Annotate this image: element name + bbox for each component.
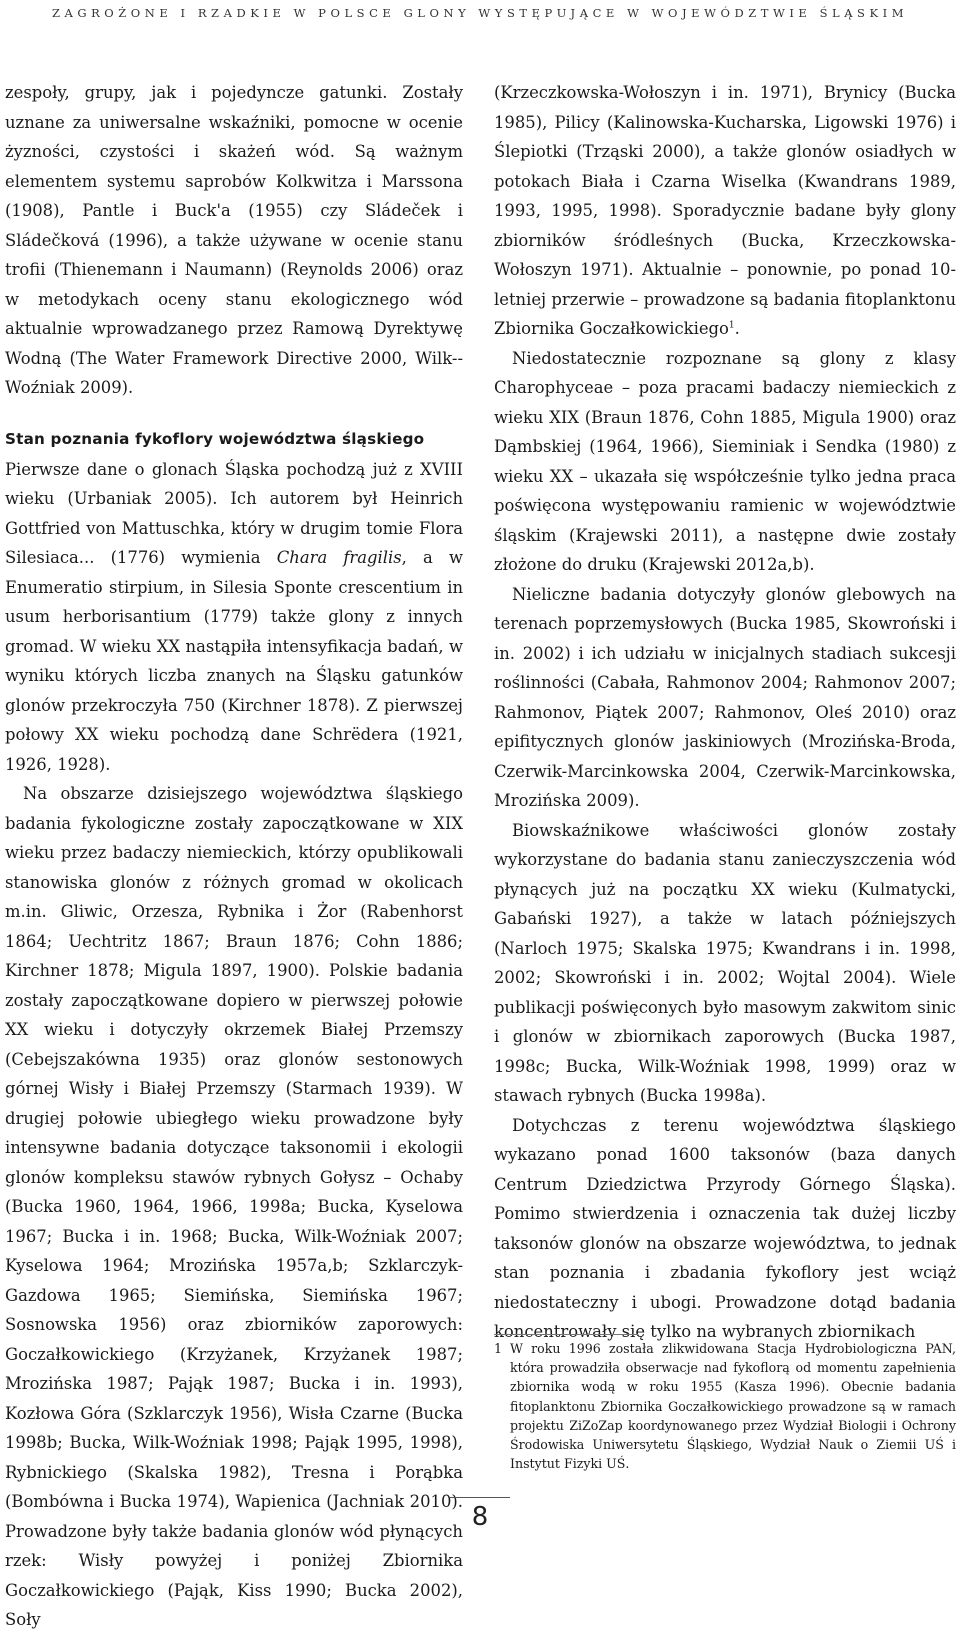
paragraph: Nieliczne badania dotyczyły glonów glebowych na terenach poprzemysłowych (Bucka 1985, Skowroński i in. 2002) i ich udziału w inicjalnych stadiach sukcesji roślinności (Cabała, Rahmonov 2004; Rahmonov 2007; Rahmonov, Piątek 2007; Rahmonov, Oleś 2010) oraz epifitycznych glonów jaskiniowych (Mrozińska-Broda, Czerwik-Marcinkowska 2004, Czerwik-Marcinkowska, Mrozińska 2009). xyxy=(494,584,956,810)
left-column xyxy=(5,78,463,1635)
footnote-text: W roku 1996 została zlikwidowana Stacja Hydrobiologiczna PAN, która prowadziła obserwacje nad fykoflorą od momentu zapełnienia zbiornika wodą w roku 1955 (Kasza 1996). Obecnie badania fitoplanktonu Zbiornika Goczałkowickiego prowadzone są w ramach projektu ZiZoZap koordynowanego przez Wydział Biologii i Ochrony Środowiska Uniwersytetu Śląskiego, Wydział Nauk o Ziemii UŚ i Instytut Fizyki UŚ. xyxy=(510,1341,956,1472)
paragraph: zespoły, grupy, jak i pojedyncze gatunki. Zostały uznane za uniwersalne wskaźniki, pomocne w ocenie żyzności, czystości i skażeń wód. Są ważnym elementem systemu saprobów Kolkwitza i Marssona (1908), Pantle i Buck'a (1955) czy Sládeček i Sládečková (1996), a także używane w ocenie stanu trofii (Thienemann i Naumann) (Reynolds 2006) oraz w metodykach oceny stanu ekologicznego wód aktualnie wprowadzanego przez Ramową Dyrektywę Wodną (The Water Framework Directive 2000, Wilk--Woźniak 2009). xyxy=(5,83,463,397)
paragraph-text: . xyxy=(734,319,740,338)
paragraph xyxy=(494,78,956,344)
right-column xyxy=(494,78,956,1347)
paragraph-text: , a w Enumeratio stirpium, in Silesia Sponte crescentium in usum herborisantium (1779) także glony z innych gromad. W wieku XX nastąpiła intensyfikacja badań, w wyniku których liczba znanych na Śląsku gatunków glonów przekroczyła 750 (Kirchner 1878). Z pierwszej połowy XX wieku pochodzą dane Schrëdera (1921, 1926, 1928). xyxy=(5,548,463,774)
paragraph: Dotychczas z terenu województwa śląskiego wykazano ponad 1600 taksonów (baza danych Centrum Dziedzictwa Przyrody Górnego Śląska). Pomimo stwierdzenia i oznaczenia tak dużej liczby taksonów glonów na obszarze województwa, to jednak stan poznania i zbadania fykoflory jest wciąż niedostateczny i ubogi. Prowadzone dotąd badania koncentrowały się tylko na wybranych zbiornikach xyxy=(494,1115,956,1341)
running-head: ZAGROŻONE I RZADKIE W POLSCE GLONY WYSTĘPUJĄCE W WOJEWÓDZTWIE ŚLĄSKIM xyxy=(51,6,909,20)
page-number: 8 xyxy=(471,1502,489,1532)
species-name: Chara fragilis xyxy=(276,548,402,567)
section-heading: Stan poznania fykoflory województwa śląskiego xyxy=(5,429,425,448)
footnote-divider xyxy=(494,1334,638,1335)
paragraph-text: Pierwsze dane o glonach Śląska pochodzą już z XVIII wieku (Urbaniak 2005). Ich autorem był Heinrich Gottfried von Mattuschka, który w drugim tomie Flora Silesiaca... (1776) wymienia xyxy=(5,459,463,567)
footnote xyxy=(494,1339,956,1473)
paragraph: Biowskaźnikowe właściwości glonów zostały wykorzystane do badania stanu zanieczyszczenia wód płynących już na początku XX wieku (Kulmatycki, Gabański 1927), a także w latach późniejszych (Narloch 1975; Skalska 1975; Kwandrans i in. 1998, 2002; Skowroński i in. 2002; Wojtal 2004). Wiele publikacji poświęconych było masowym zakwitom sinic i glonów w zbiornikach zaporowych (Bucka 1987, 1998c; Bucka, Wilk-Woźniak 1998, 1999) oraz w stawach rybnych (Bucka 1998a). xyxy=(494,820,956,1105)
footnote-number: 1 xyxy=(494,1341,503,1356)
paragraph: Na obszarze dzisiejszego województwa śląskiego badania fykologiczne zostały zapoczątkowane w XIX wieku przez badaczy niemieckich, którzy opublikowali stanowiska glonów z różnych gromad w okolicach m.in. Gliwic, Orzesza, Rybnika i Żor (Rabenhorst 1864; Uechtritz 1867; Braun 1876; Cohn 1886; Kirchner 1878; Migula 1897, 1900). Polskie badania zostały zapoczątkowane dopiero w pierwszej połowie XX wieku i dotyczyły okrzemek Białej Przemszy (Cebejszakówna 1935) oraz glonów sestonowych górnej Wisły i Białej Przemszy (Starmach 1939). W drugiej połowie ubiegłego wieku prowadzone były intensywne badania dotyczące taksonomii i ekologii glonów kompleksu stawów rybnych Gołysz – Ochaby (Bucka 1960, 1964, 1966, 1998a; Bucka, Kyselowa 1967; Bucka i in. 1968; Bucka, Wilk-Woźniak 2007; Kyselowa 1964; Mrozińska 1957a,b; Szklarczyk-Gazdowa 1965; Siemińska, Siemińska 1967; Sosnowska 1956) oraz zbiorników zaporowych: Goczałkowickiego (Krzyżanek, Krzyżanek 1987; Mrozińska 1987; Pająk 1987; Bucka i in. 1993), Kozłowa Góra (Szklarczyk 1956), Wisła Czarne (Bucka 1998b; Bucka, Wilk-Woźniak 1998; Pająk 1995, 1998), Rybnickiego (Skalska 1982), Tresna i Porąbka (Bombówna i Bucka 1974), Wapienica (Jachniak 2010). Prowadzone były także badania glonów wód płynących rzek: Wisły powyżej i poniżej Zbiornika Goczałkowickiego (Pająk, Kiss 1990; Bucka 2002), Soły xyxy=(5,784,463,1629)
paragraph-text: (Krzeczkowska-Wołoszyn i in. 1971), Brynicy (Bucka 1985), Pilicy (Kalinowska-Kucharska, Ligowski 1976) i Ślepiotki (Trząski 2000), a także glonów osiadłych w potokach Biała i Czarna Wiselka (Kwandrans 1989, 1993, 1995, 1998). Sporadycznie badane były glony zbiorników śródleśnych (Bucka, Krzeczkowska-Wołoszyn 1971). Aktualnie – ponownie, po ponad 10-letniej przerwie – prowadzone są badania fitoplanktonu Zbiornika Goczałkowickiego xyxy=(494,83,956,338)
paragraph xyxy=(5,455,463,780)
page-number-divider xyxy=(450,1497,510,1498)
footnote-ref: 1 xyxy=(728,320,735,331)
paragraph: Niedostatecznie rozpoznane są glony z klasy Charophyceae – poza pracami badaczy niemieckich z wieku XIX (Braun 1876, Cohn 1885, Migula 1900) oraz Dąmbskiej (1964, 1966), Sieminiak i Sendka (1980) z wieku XX – ukazała się współcześnie tylko jedna praca poświęcona występowaniu ramienic w województwie śląskim (Krajewski 2011), a następne dwie zostały złożone do druku (Krajewski 2012a,b). xyxy=(494,348,956,574)
